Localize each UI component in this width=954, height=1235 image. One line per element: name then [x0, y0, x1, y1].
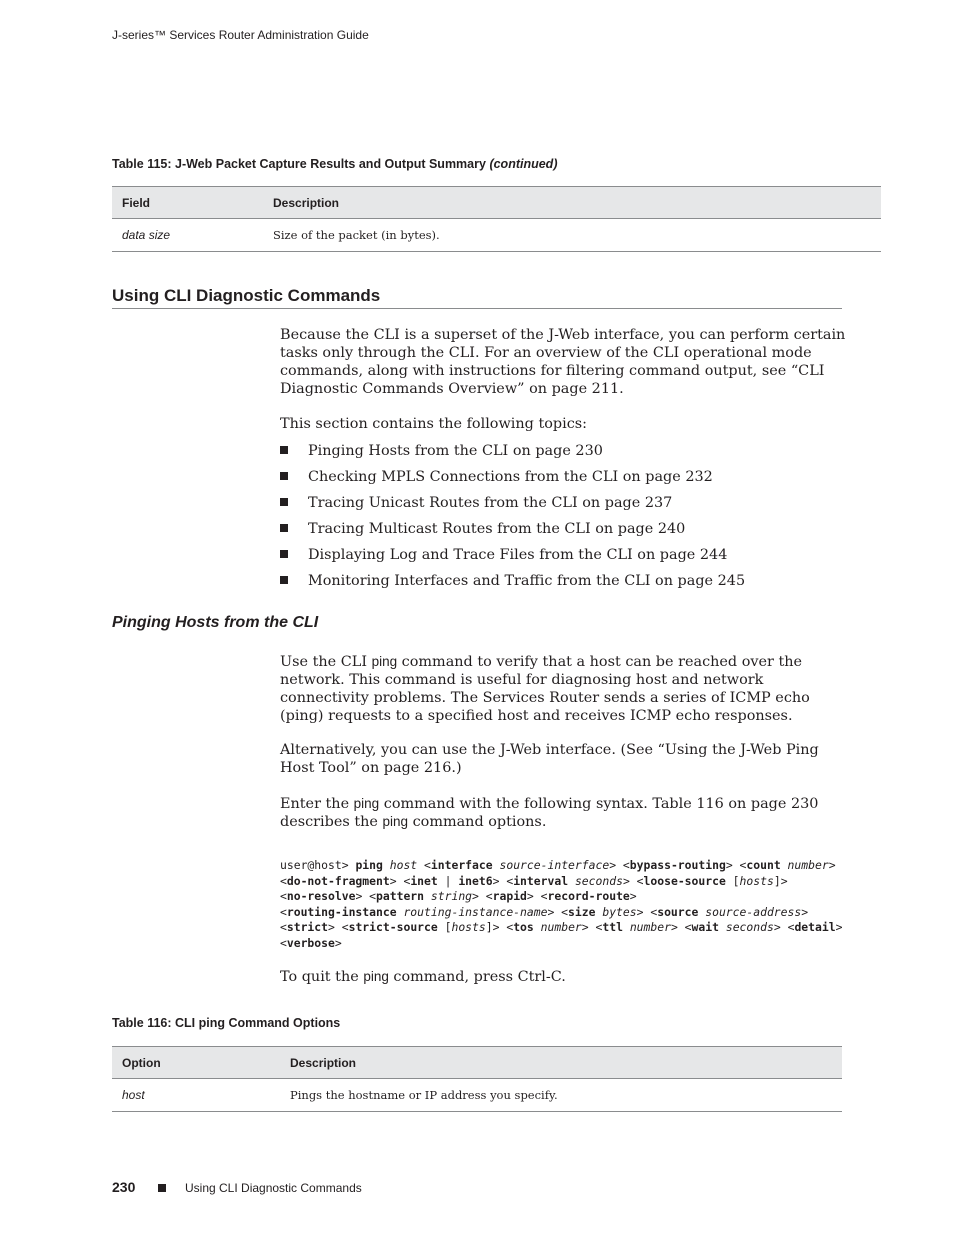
syntax-text: >	[334, 935, 342, 950]
list-item	[280, 546, 727, 564]
description-cell: Size of the packet (in bytes).	[263, 219, 881, 252]
page-number: 230	[112, 1179, 136, 1195]
syntax-variable: number	[629, 920, 671, 934]
table-header-row	[112, 187, 881, 219]
topic-link[interactable]: Pinging Hosts from the CLI on page 230	[308, 443, 603, 459]
column-header-field: Field	[112, 187, 263, 219]
bullet-icon	[280, 524, 288, 532]
syntax-keyword: loose-source	[643, 873, 726, 888]
description-cell: Pings the hostname or IP address you specify.	[280, 1079, 842, 1112]
syntax-text: > <	[389, 873, 411, 888]
list-item	[280, 494, 672, 512]
syntax-variable: seconds	[725, 920, 774, 934]
syntax-variable: number	[787, 858, 829, 872]
bullet-icon	[280, 576, 288, 584]
footer-separator-icon	[158, 1184, 166, 1192]
syntax-text: > <	[472, 889, 493, 903]
syntax-variable: bytes	[602, 904, 637, 919]
ping-command: ping	[382, 814, 409, 829]
syntax-keyword: interface	[430, 858, 493, 872]
syntax-keyword: ping	[355, 858, 383, 872]
syntax-keyword: wait	[691, 920, 719, 934]
text-run: Use the CLI	[280, 654, 372, 670]
syntax-keyword: do-not-fragment	[286, 873, 390, 888]
syntax-text: >	[835, 920, 843, 934]
text-run: command with the following syntax. Table 116 on page 230 describes the	[280, 796, 819, 830]
syntax-keyword: rapid	[492, 889, 527, 903]
bullet-icon	[280, 446, 288, 454]
text-run: Enter the	[280, 796, 354, 812]
option-cell: host	[112, 1079, 280, 1112]
syntax-line	[280, 905, 850, 921]
syntax-text: user@host>	[280, 858, 356, 872]
syntax-text: > <	[622, 873, 644, 888]
text-run: command to verify that a host can be reached over the network. This command is useful for diagnosing host and network connectivity problems. The Services Router sends a series of ICMP echo (ping) requests to a specified host and receives ICMP echo responses.	[280, 654, 810, 724]
syntax-text: <	[417, 858, 431, 872]
syntax-variable: source-address	[705, 904, 802, 919]
syntax-line	[280, 920, 850, 936]
table-116-caption: Table 116: CLI ping Command Options	[112, 1016, 341, 1030]
text-run: command, press Ctrl-C.	[388, 969, 566, 985]
syntax-text: <	[280, 920, 287, 934]
syntax-variable: routing-instance-name	[403, 904, 548, 919]
table-115	[112, 186, 881, 252]
syntax-variable: source-interface	[499, 858, 610, 872]
table-116	[112, 1046, 842, 1112]
footer-section-title: Using CLI Diagnostic Commands	[185, 1181, 362, 1195]
syntax-keyword: routing-instance	[286, 904, 397, 919]
subsection-title: Pinging Hosts from the CLI	[112, 614, 319, 631]
syntax-text: >	[828, 858, 836, 872]
syntax-keyword: interval	[513, 873, 569, 888]
topic-link[interactable]: Tracing Unicast Routes from the CLI on page 237	[308, 495, 673, 511]
syntax-text: > <	[581, 920, 603, 934]
syntax-variable: hosts	[739, 873, 774, 888]
syntax-variable: string	[430, 889, 473, 903]
syntax-keyword: bypass-routing	[629, 858, 726, 872]
table-115-caption-suffix: (continued)	[489, 157, 558, 171]
section-title: Using CLI Diagnostic Commands	[112, 286, 842, 309]
topic-link[interactable]: Displaying Log and Trace Files from the CLI on page 244	[308, 547, 728, 563]
ping-command: ping	[363, 969, 389, 984]
ping-command: ping	[371, 654, 398, 669]
bullet-icon	[280, 550, 288, 558]
syntax-keyword: record-route	[547, 889, 630, 903]
list-item	[280, 468, 713, 486]
ping-syntax-block	[280, 858, 850, 951]
syntax-text: > <	[355, 889, 377, 903]
syntax-text: <	[280, 904, 287, 919]
paragraph-ping-intro	[280, 653, 848, 725]
table-row	[112, 219, 881, 252]
section-intro: Because the CLI is a superset of the J-Web interface, you can perform certain tasks only through the CLI. For an overview of the CLI operational mode commands, along with instructions for filtering command output, see “CLI Diagnostic Commands Overview” on page 211.	[280, 327, 846, 397]
syntax-text: <	[280, 873, 287, 888]
syntax-keyword: strict-source	[348, 920, 438, 934]
syntax-line	[280, 874, 850, 890]
syntax-text	[781, 858, 788, 872]
syntax-text: > <	[526, 889, 548, 903]
syntax-text: >	[801, 904, 809, 919]
paragraph-syntax-intro	[280, 795, 848, 831]
syntax-text: [	[437, 920, 452, 934]
list-item	[280, 442, 603, 460]
table-row	[112, 1079, 842, 1112]
syntax-variable: seconds	[574, 873, 623, 888]
syntax-keyword: count	[746, 858, 781, 872]
syntax-text: <	[280, 935, 287, 950]
syntax-text: ]> <	[485, 920, 514, 934]
syntax-text: > <	[773, 920, 795, 934]
syntax-keyword: source	[657, 904, 699, 919]
syntax-variable: hosts	[451, 920, 486, 934]
syntax-keyword: strict	[286, 920, 329, 934]
syntax-text: <	[280, 889, 287, 903]
table-115-caption	[112, 157, 557, 171]
table-115-caption-text: Table 115: J-Web Packet Capture Results and Output Summary	[112, 157, 486, 171]
paragraph-jweb-alt: Alternatively, you can use the J-Web interface. (See “Using the J-Web Ping Host Tool” on page 216.)	[280, 742, 819, 776]
syntax-text: > <	[547, 904, 569, 919]
syntax-line	[280, 889, 850, 905]
syntax-keyword: inet	[410, 873, 438, 888]
topics-lead: This section contains the following topics:	[280, 416, 587, 432]
column-header-description: Description	[280, 1047, 842, 1079]
topic-link[interactable]: Checking MPLS Connections from the CLI on page 232	[308, 469, 713, 485]
syntax-text: [	[725, 873, 740, 888]
syntax-keyword: detail	[794, 920, 836, 934]
syntax-keyword: inet6	[458, 873, 493, 888]
topic-link[interactable]: Monitoring Interfaces and Traffic from the CLI on page 245	[308, 573, 746, 589]
syntax-keyword: verbose	[286, 935, 335, 950]
syntax-text: > <	[636, 904, 658, 919]
syntax-text	[623, 920, 630, 934]
syntax-text: ]>	[773, 873, 788, 888]
syntax-text	[424, 889, 431, 903]
syntax-text	[383, 858, 390, 872]
syntax-text: > <	[492, 873, 514, 888]
syntax-keyword: no-resolve	[286, 889, 356, 903]
bullet-icon	[280, 498, 288, 506]
syntax-text: >	[629, 889, 637, 903]
syntax-text: > <	[328, 920, 349, 934]
syntax-keyword: size	[568, 904, 596, 919]
text-run: To quit the	[280, 969, 364, 985]
syntax-keyword: pattern	[376, 889, 425, 903]
syntax-line	[280, 858, 850, 874]
syntax-text: |	[437, 873, 459, 888]
syntax-text: > <	[609, 858, 630, 872]
list-item	[280, 572, 745, 590]
column-header-option: Option	[112, 1047, 280, 1079]
syntax-text	[568, 874, 575, 888]
running-header: J-series™ Services Router Administration Guide	[112, 28, 369, 42]
syntax-line	[280, 936, 850, 952]
ping-command: ping	[353, 796, 380, 811]
syntax-keyword: ttl	[602, 920, 623, 934]
syntax-text	[719, 920, 726, 934]
text-run: command options.	[408, 814, 547, 830]
syntax-text: > <	[725, 858, 747, 872]
list-item	[280, 520, 685, 538]
syntax-text: > <	[670, 920, 692, 934]
table-header-row	[112, 1047, 842, 1079]
paragraph-quit	[280, 968, 848, 986]
syntax-keyword: tos	[513, 920, 534, 934]
syntax-text	[534, 920, 541, 934]
bullet-icon	[280, 472, 288, 480]
topic-link[interactable]: Tracing Multicast Routes from the CLI on page 240	[308, 521, 686, 537]
syntax-variable: host	[389, 858, 418, 872]
column-header-description: Description	[263, 187, 881, 219]
field-cell: data size	[112, 219, 263, 252]
syntax-variable: number	[540, 920, 582, 934]
